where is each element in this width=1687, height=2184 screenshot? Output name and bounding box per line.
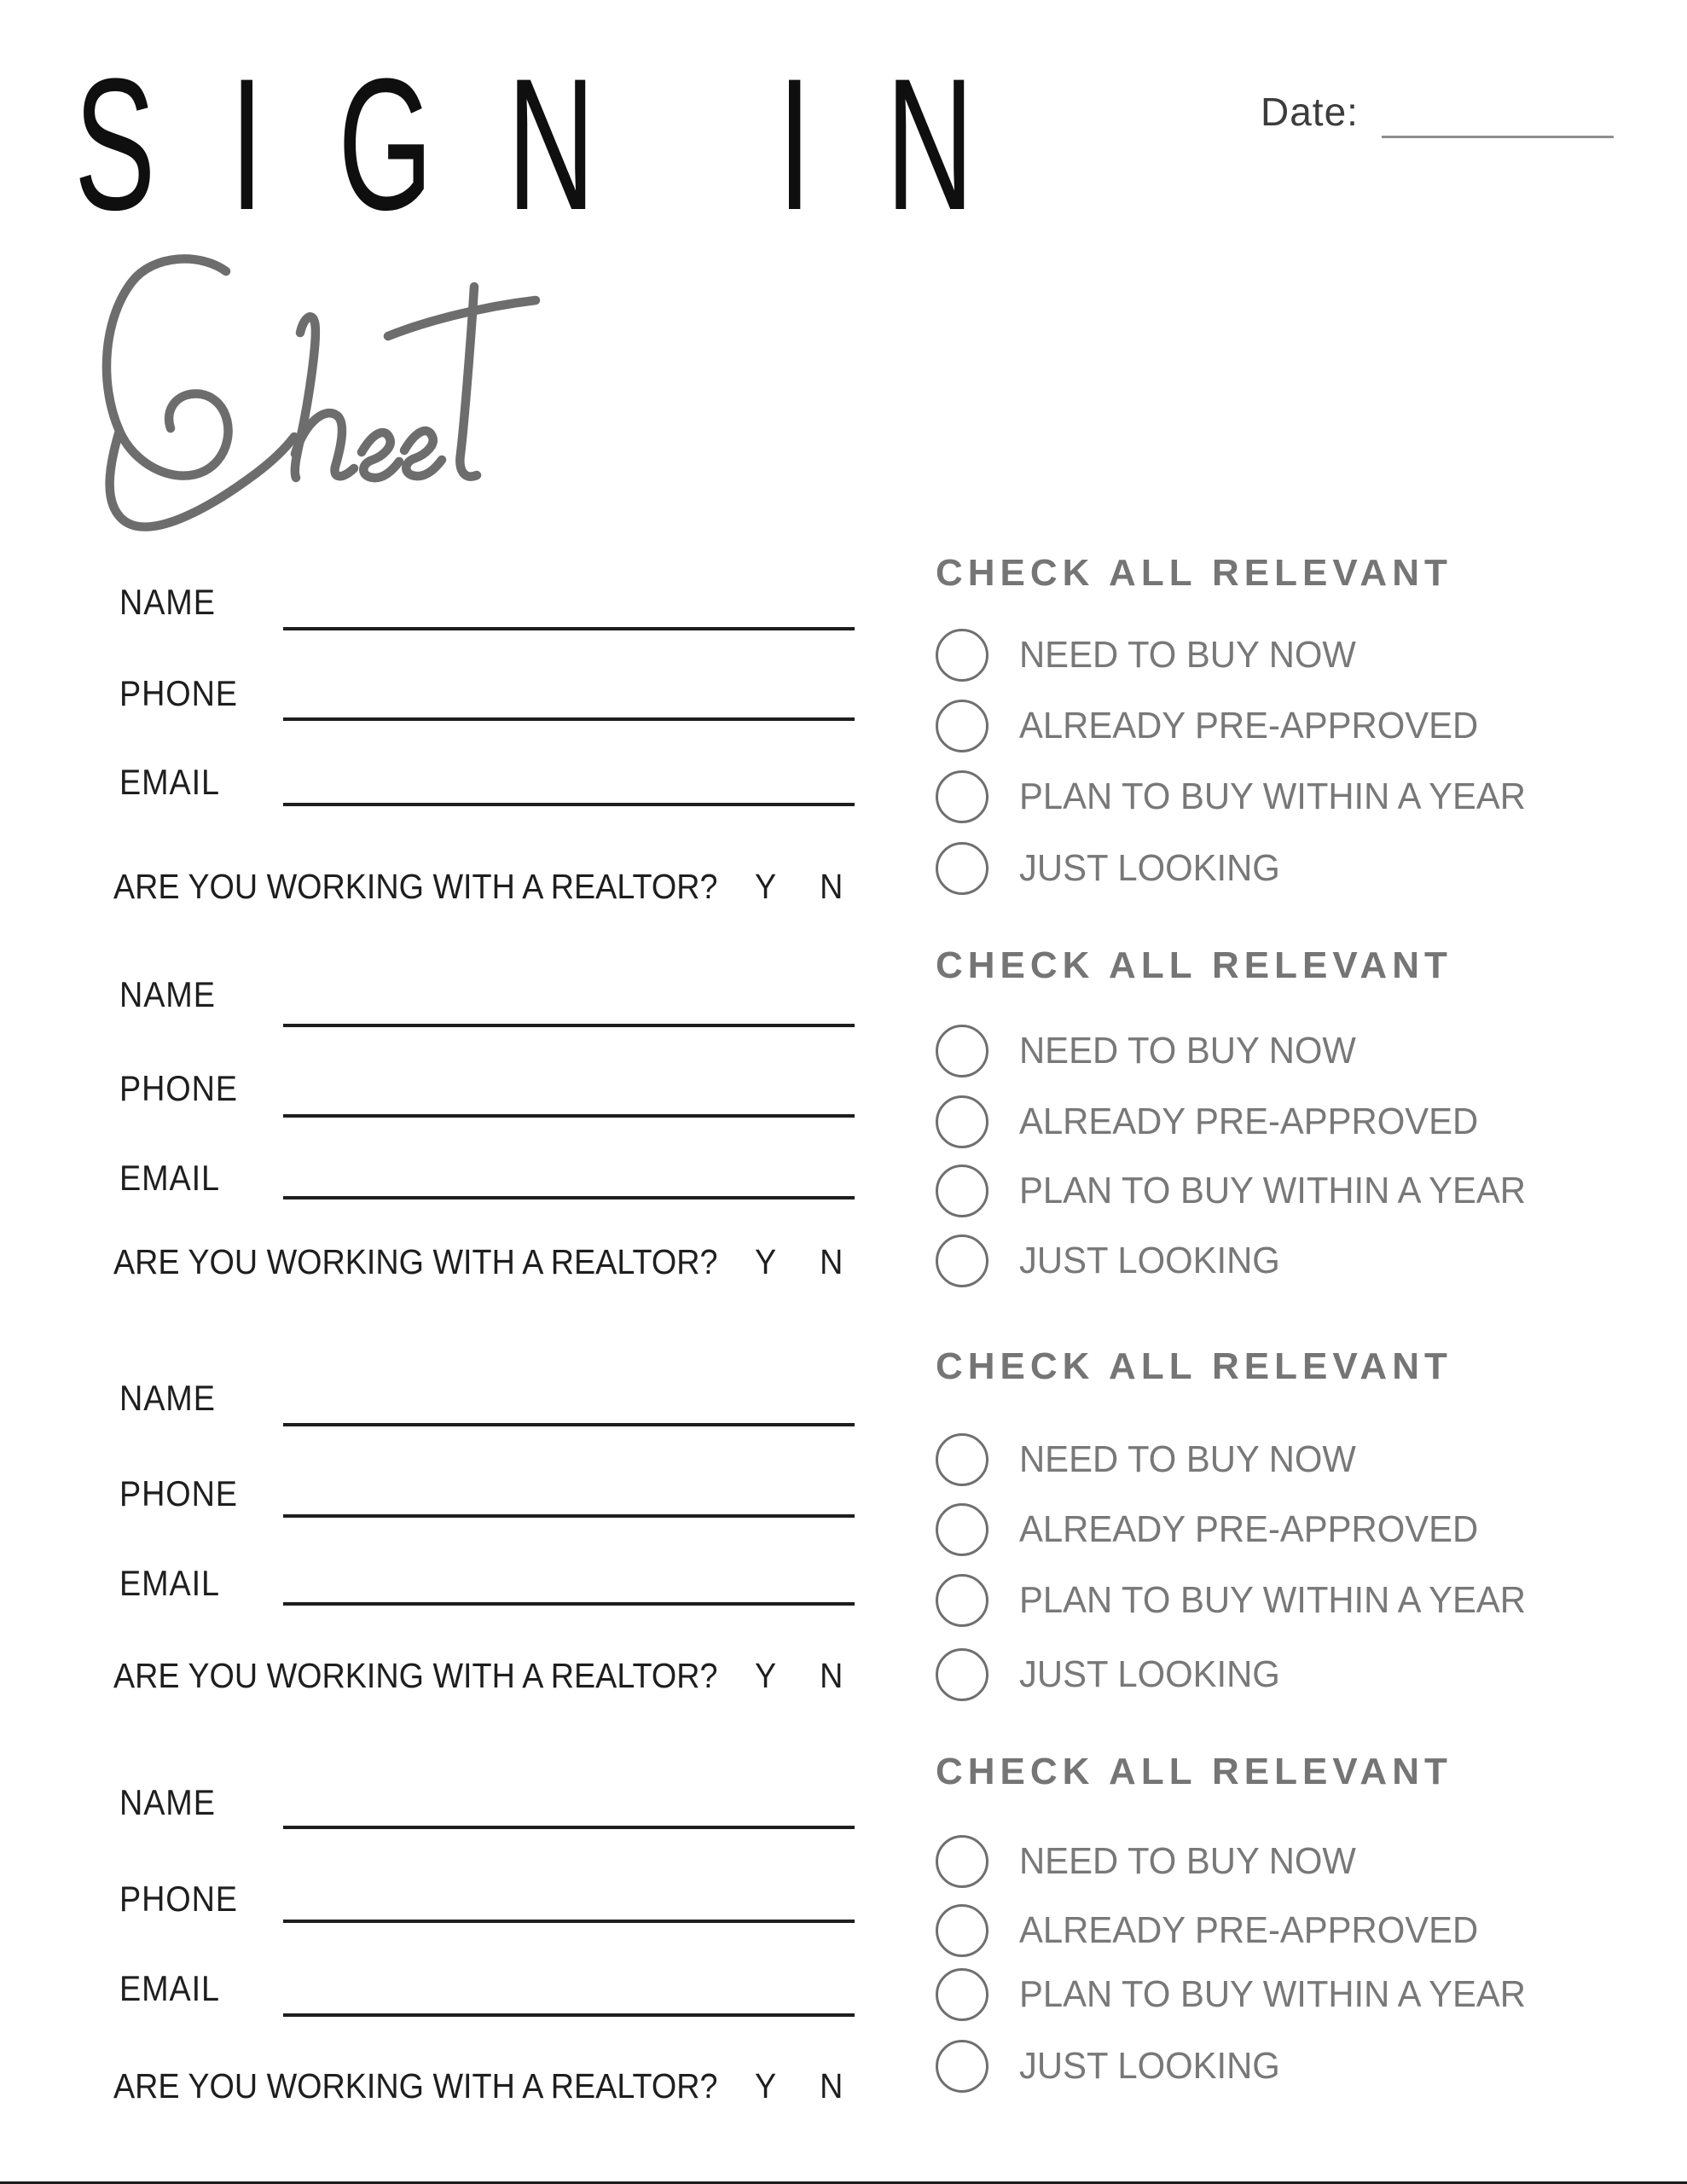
checklist-3-option-4 <box>936 1648 1294 1701</box>
entry-2-name-label: NAME <box>119 974 216 1014</box>
checklist-option-label: ALREADY PRE-APPROVED <box>1019 705 1479 746</box>
checklist-2-option-4 <box>936 1234 1294 1287</box>
checkbox-circle[interactable] <box>936 1574 988 1627</box>
checkbox-circle[interactable] <box>936 2040 988 2093</box>
checklist-option-label: ALREADY PRE-APPROVED <box>1019 1909 1479 1951</box>
entry-3-phone-line[interactable] <box>283 1514 855 1518</box>
entry-3-name-line[interactable] <box>283 1423 855 1426</box>
checkbox-circle[interactable] <box>936 1968 988 2021</box>
checklist-1-option-3 <box>936 770 1552 823</box>
entry-1-email-label: EMAIL <box>119 762 220 802</box>
entry-3-realtor-question: ARE YOU WORKING WITH A REALTOR? <box>113 1656 718 1695</box>
entry-3-realtor-row <box>113 1658 843 1693</box>
entry-2-realtor-question: ARE YOU WORKING WITH A REALTOR? <box>113 1242 718 1281</box>
entry-3-phone-label: PHONE <box>119 1473 238 1513</box>
entry-2-email-line[interactable] <box>283 1196 855 1199</box>
entry-1-realtor-yes-option[interactable]: Y <box>755 867 777 906</box>
checklist-option-label: PLAN TO BUY WITHIN A YEAR <box>1019 1973 1526 2015</box>
checkbox-circle[interactable] <box>936 842 988 895</box>
checklist-4-option-3 <box>936 1968 1552 2021</box>
checkbox-circle[interactable] <box>936 1433 988 1486</box>
checklist-1-heading: CHECK ALL RELEVANT <box>936 552 1452 594</box>
checklist-option-label: JUST LOOKING <box>1019 2045 1280 2087</box>
entry-2-realtor-row <box>113 1242 844 1281</box>
entry-1-phone-label: PHONE <box>119 673 238 713</box>
entry-1-realtor-no-option[interactable]: N <box>820 867 844 906</box>
entry-4-email-line[interactable] <box>283 2013 855 2017</box>
entry-1-phone-line[interactable] <box>283 717 855 721</box>
checklist-option-label: ALREADY PRE-APPROVED <box>1019 1508 1479 1550</box>
checkbox-circle[interactable] <box>936 1503 988 1556</box>
entry-1-realtor-question: ARE YOU WORKING WITH A REALTOR? <box>113 867 718 906</box>
checkbox-circle[interactable] <box>936 700 988 752</box>
checkbox-circle[interactable] <box>936 1165 988 1217</box>
entry-3-name-label: NAME <box>119 1378 216 1418</box>
checkbox-circle[interactable] <box>936 1234 988 1287</box>
checklist-3-heading: CHECK ALL RELEVANT <box>936 1345 1452 1387</box>
checkbox-circle[interactable] <box>936 1648 988 1701</box>
entry-4-name-line[interactable] <box>283 1826 855 1829</box>
checklist-1-option-1 <box>936 629 1374 682</box>
checklist-4-option-4 <box>936 2040 1294 2093</box>
checklist-4-heading: CHECK ALL RELEVANT <box>936 1751 1452 1792</box>
entry-3-email-label: EMAIL <box>119 1563 220 1603</box>
entry-2-realtor-no-option[interactable]: N <box>820 1242 844 1281</box>
page-title-text: SIGN IN <box>74 39 1048 250</box>
checklist-option-label: PLAN TO BUY WITHIN A YEAR <box>1019 775 1526 817</box>
entry-2-realtor-yes-option[interactable]: Y <box>755 1242 777 1281</box>
checklist-2-heading: CHECK ALL RELEVANT <box>936 944 1452 986</box>
entry-3-email-line[interactable] <box>283 1602 855 1606</box>
checklist-4-option-1 <box>936 1835 1374 1888</box>
script-e2-stroke <box>404 431 442 476</box>
script-h-bowl-stroke <box>295 413 354 476</box>
checklist-option-label: PLAN TO BUY WITHIN A YEAR <box>1019 1579 1526 1621</box>
script-s-tail-stroke <box>110 431 294 527</box>
checklist-2-option-3 <box>936 1165 1552 1217</box>
entry-2-phone-line[interactable] <box>283 1114 855 1118</box>
entry-1-email-line[interactable] <box>283 803 855 806</box>
entry-4-email-label: EMAIL <box>119 1968 220 2008</box>
checklist-1-option-4 <box>936 842 1294 895</box>
checklist-3-option-1 <box>936 1433 1374 1486</box>
checklist-option-label: NEED TO BUY NOW <box>1019 634 1356 676</box>
checklist-option-label: NEED TO BUY NOW <box>1019 1030 1356 1072</box>
checklist-option-label: PLAN TO BUY WITHIN A YEAR <box>1019 1170 1526 1211</box>
entry-4-realtor-yes-option[interactable]: Y <box>755 2066 777 2106</box>
subtitle-text <box>0 0 1 1</box>
checklist-option-label: JUST LOOKING <box>1019 847 1280 889</box>
entry-4-phone-line[interactable] <box>283 1920 855 1923</box>
script-t-stem-stroke <box>460 287 477 477</box>
checklist-4-option-2 <box>936 1904 1502 1957</box>
entry-4-realtor-question: ARE YOU WORKING WITH A REALTOR? <box>113 2066 718 2106</box>
entry-1-name-label: NAME <box>119 582 216 622</box>
checklist-option-label: JUST LOOKING <box>1019 1653 1280 1695</box>
checklist-2-option-1 <box>936 1025 1374 1077</box>
entry-1-realtor-row <box>113 869 843 904</box>
checkbox-circle[interactable] <box>936 1904 988 1957</box>
entry-2-email-label: EMAIL <box>119 1158 220 1198</box>
entry-4-realtor-no-option[interactable]: N <box>820 2066 844 2106</box>
entry-2-name-line[interactable] <box>283 1024 855 1027</box>
checkbox-circle[interactable] <box>936 1095 988 1148</box>
checklist-3-option-2 <box>936 1503 1502 1556</box>
page-title <box>74 0 1226 256</box>
checklist-option-label: NEED TO BUY NOW <box>1019 1840 1356 1882</box>
entry-1-name-line[interactable] <box>283 627 855 630</box>
checklist-2-option-2 <box>936 1095 1502 1148</box>
checklist-1-option-2 <box>936 700 1502 752</box>
date-input-line[interactable] <box>1382 136 1614 138</box>
script-s-stroke <box>107 258 229 475</box>
checkbox-circle[interactable] <box>936 1025 988 1077</box>
checklist-3-option-3 <box>936 1574 1552 1627</box>
entry-3-realtor-no-option[interactable]: N <box>820 1656 844 1695</box>
script-e1-stroke <box>362 433 399 478</box>
entry-4-phone-label: PHONE <box>119 1879 238 1919</box>
script-t-cross-stroke <box>388 300 536 336</box>
entry-4-realtor-row <box>113 2066 844 2106</box>
date-label: Date: <box>1261 90 1359 134</box>
checklist-option-label: JUST LOOKING <box>1019 1240 1280 1281</box>
entry-3-realtor-yes-option[interactable]: Y <box>755 1656 777 1695</box>
checklist-option-label: ALREADY PRE-APPROVED <box>1019 1101 1479 1142</box>
checkbox-circle[interactable] <box>936 1835 988 1888</box>
entry-2-phone-label: PHONE <box>119 1068 238 1108</box>
script-h-stem-stroke <box>295 317 316 478</box>
checkbox-circle[interactable] <box>936 629 988 682</box>
checklist-option-label: NEED TO BUY NOW <box>1019 1438 1356 1480</box>
checkbox-circle[interactable] <box>936 770 988 823</box>
entry-4-name-label: NAME <box>119 1782 216 1822</box>
